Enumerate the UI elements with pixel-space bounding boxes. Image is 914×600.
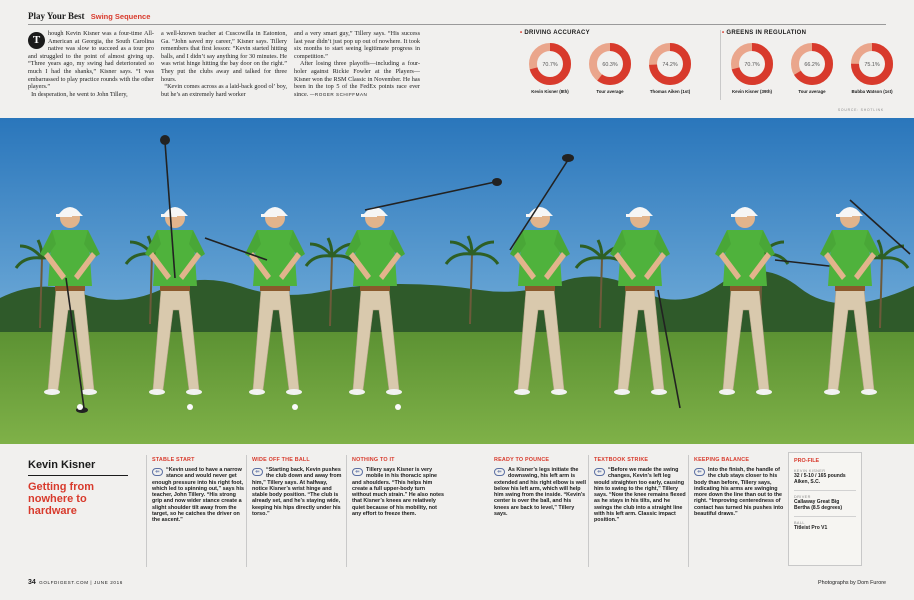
article-headline: Getting from nowhere to hardware bbox=[28, 481, 94, 517]
step-title: TEXTBOOK STRIKE bbox=[594, 457, 649, 463]
stat-donut bbox=[782, 42, 842, 94]
greens-in-regulation-stats bbox=[722, 30, 902, 100]
arrow-icon: ⇐ bbox=[594, 468, 605, 476]
arrow-icon: ⇐ bbox=[152, 468, 163, 476]
column-divider bbox=[588, 455, 589, 567]
greens-donuts bbox=[722, 42, 902, 94]
step-body: Tillery says Kisner is very mobile in his thoracic spine and shoulders. “This helps him create a full upper-body turn without much strain.” He also notes that Kisner’s knees are relatively quiet because of his mobility, not any effort to freeze them. bbox=[352, 467, 444, 518]
step-body-wrap bbox=[594, 467, 686, 524]
stat-donut bbox=[640, 42, 700, 94]
donut-value: 70.7% bbox=[744, 62, 760, 68]
step-body-wrap bbox=[694, 467, 786, 517]
step-body: “Starting back, Kevin pushes the club down and away from him,” Tillery says. At halfway, notice Kisner’s wrist hinge and stable body position. “The club is already set, and he’s staying wide, keeping his hips directly under his torso.” bbox=[252, 467, 342, 518]
pro-file-box bbox=[788, 452, 862, 566]
column-divider bbox=[146, 455, 147, 567]
step-body-wrap bbox=[352, 467, 444, 517]
page-footer: 34 GOLFDIGEST.COM | JUNE 2016 bbox=[28, 579, 123, 586]
step-nothing-to-it bbox=[352, 457, 444, 517]
donut-ring bbox=[730, 42, 774, 86]
step-body-wrap bbox=[152, 467, 244, 524]
donut-ring bbox=[528, 42, 572, 86]
player-name-rule bbox=[28, 475, 128, 476]
step-keeping-balance bbox=[694, 457, 786, 517]
step-wide-off-the-ball bbox=[252, 457, 344, 517]
stat-donut bbox=[842, 42, 902, 94]
profile-title: PRO-FILE bbox=[794, 458, 820, 464]
swing-sequence-photo bbox=[0, 118, 914, 444]
profile-label: DRIVER bbox=[794, 494, 811, 499]
greens-title: • GREENS IN REGULATION bbox=[722, 30, 807, 36]
step-title: READY TO POUNCE bbox=[494, 457, 550, 463]
section-title: Play Your Best bbox=[28, 11, 85, 21]
donut-ring bbox=[850, 42, 894, 86]
arrow-icon: ⇐ bbox=[694, 468, 705, 476]
donut-value: 70.7% bbox=[542, 62, 558, 68]
step-textbook-strike bbox=[594, 457, 686, 524]
intro-text-2b: “Kevin comes across as a laid-back good ol’ boy, but he’s an extremely hard worker bbox=[161, 83, 287, 98]
intro-text-1b: In desperation, he went to John Tillery, bbox=[31, 90, 128, 98]
page-number: 34 bbox=[28, 579, 36, 586]
intro-text-1: hough Kevin Kisner was a four-time All-American at Georgia, the South Carolina native was slow to succeed as a tour pro and struggled to the point of almost giving up. “Three years ago, my swing had deteriorated so much I had the shanks,” Kisner says. “I was embarrassed to play practice rounds with the other players.” bbox=[28, 30, 154, 91]
profile-label: BALL bbox=[794, 520, 805, 525]
donut-label: Kevin Kisner (39th) bbox=[731, 89, 772, 94]
donut-value: 60.3% bbox=[602, 62, 618, 68]
driving-accuracy-title-text: DRIVING ACCURACY bbox=[524, 30, 590, 36]
profile-rule bbox=[794, 490, 856, 491]
profile-value: 32 / 5-10 / 165 pounds Aiken, S.C. bbox=[794, 473, 846, 486]
stats-divider bbox=[720, 30, 721, 100]
donut-label: Tour average bbox=[596, 89, 624, 94]
step-body: “Kevin used to have a narrow stance and would never get enough pressure into his right foot, which led to spinning out,” says his teacher, John Tillery. “His strong grip and now wider stance create a slight shoulder tilt away from the target, so he catches the driver on the ascent.” bbox=[152, 467, 244, 524]
footer-site: GOLFDIGEST.COM bbox=[39, 580, 89, 585]
donut-label: Bubba Watson (1st) bbox=[851, 89, 893, 94]
profile-value: Titleist Pro V1 bbox=[794, 524, 828, 531]
profile-label: KEVIN KISNER bbox=[794, 469, 826, 473]
intro-column-1 bbox=[28, 30, 154, 98]
greens-title-text: GREENS IN REGULATION bbox=[726, 30, 807, 36]
section-subtitle: Swing Sequence bbox=[90, 12, 151, 21]
step-body: As Kisner’s legs initiate the downswing, his left arm is extended and his right elbow is well below his left arm, which will help him swing from the inside. “Kevin’s center is over the ball, and his knees are back to level,” Tillery says. bbox=[494, 467, 586, 518]
driving-accuracy-stats bbox=[520, 30, 700, 100]
column-divider bbox=[688, 455, 689, 567]
dropcap: T bbox=[28, 32, 45, 49]
step-ready-to-pounce bbox=[494, 457, 586, 517]
footer-date: JUNE 2016 bbox=[93, 580, 123, 585]
author-signature: —ROGER SCHIFFMAN bbox=[309, 91, 368, 97]
donut-ring bbox=[588, 42, 632, 86]
donut-label: Kevin Kisner (8th) bbox=[531, 89, 569, 94]
donut-value: 66.2% bbox=[804, 62, 820, 68]
donut-label: Thomas Aiken (1st) bbox=[649, 89, 691, 94]
driving-accuracy-donuts bbox=[520, 42, 700, 94]
step-title: NOTHING TO IT bbox=[352, 457, 395, 463]
donut-label: Tour average bbox=[798, 89, 826, 94]
stat-donut bbox=[722, 42, 782, 94]
step-body: Into the finish, the handle of the club stays closer to his body than before, Tillery says, indicating his arms are swinging more down the line than out to the right. “Improving centeredness of contact has turned his pushes into beautiful draws.” bbox=[694, 467, 784, 518]
stat-donut bbox=[520, 42, 580, 94]
donut-value: 74.2% bbox=[662, 62, 678, 68]
arrow-icon: ⇐ bbox=[252, 468, 263, 476]
stat-donut bbox=[580, 42, 640, 94]
intro-text-3: and a very smart guy,” Tillery says. “His success last year didn’t just pop up out of nowhere. It took six months to start seeing legitimate progress in competition.” bbox=[294, 30, 420, 60]
donut-value: 75.1% bbox=[864, 62, 880, 68]
step-title: KEEPING BALANCE bbox=[694, 457, 750, 463]
profile-rule bbox=[794, 516, 856, 517]
section-header bbox=[28, 11, 150, 21]
donut-ring bbox=[790, 42, 834, 86]
intro-column-2 bbox=[161, 30, 287, 98]
photo-credit: Photographs by Dom Furore bbox=[817, 580, 886, 586]
step-title: WIDE OFF THE BALL bbox=[252, 457, 310, 463]
step-body-wrap bbox=[252, 467, 344, 517]
step-body: “Before we made the swing changes, Kevin’s left leg would straighten too early, causing him to swing to the right,” Tillery says. “Now the knee remains flexed as he stays in his tilts, and he swings the club into a straight line with his left arm. Classic impact position.” bbox=[594, 467, 686, 524]
driving-accuracy-title: • DRIVING ACCURACY bbox=[520, 30, 590, 36]
donut-ring bbox=[648, 42, 692, 86]
intro-column-3 bbox=[294, 30, 420, 98]
arrow-icon: ⇐ bbox=[494, 468, 505, 476]
header-rule bbox=[28, 24, 886, 25]
profile-value: Callaway Great Big Bertha (8.5 degrees) bbox=[794, 498, 843, 512]
intro-text-2: a well-known teacher at Cuscowilla in Eatonton, Ga. “John saved my career,” Kisner says. Tillery remembers that first lesson: “Kevin started hitting balls, and I didn’t say anything for 30 minutes. He was wrist hinge hitting the bay door on the right.” They put the clubs away and talked for three hours. bbox=[161, 30, 287, 83]
column-divider bbox=[346, 455, 347, 567]
step-stable-start bbox=[152, 457, 244, 524]
intro-text-3b: After losing three playoffs—including a four-holer against Rickie Fowler at the Players—Kisner won the RSM Classic in November. He has been in the top 5 of the FedEx points race ever since. bbox=[294, 60, 421, 98]
stats-source: SOURCE: SHOTLINK bbox=[837, 108, 884, 112]
player-name: Kevin Kisner bbox=[28, 459, 96, 471]
column-divider bbox=[246, 455, 247, 567]
step-title: STABLE START bbox=[152, 457, 195, 463]
arrow-icon: ⇐ bbox=[352, 468, 363, 476]
step-body-wrap bbox=[494, 467, 586, 517]
